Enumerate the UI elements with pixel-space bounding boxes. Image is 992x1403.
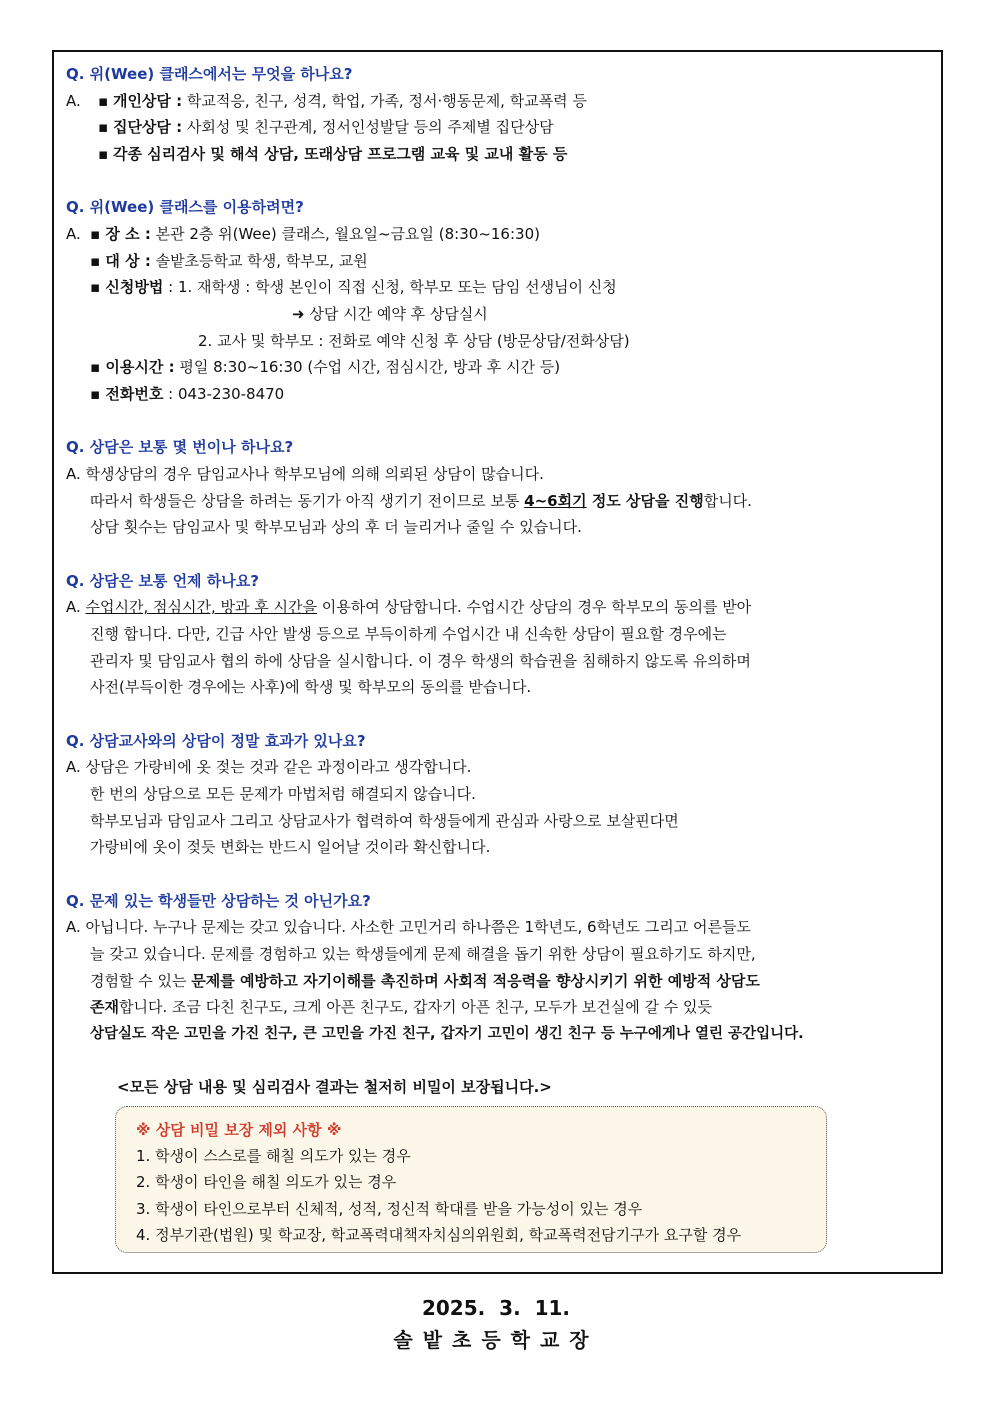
target-text: 솔밭초등학교 학생, 학부모, 교원 bbox=[150, 252, 368, 270]
answer-6-line-4 bbox=[90, 997, 712, 1017]
answer-5-line-4: 가랑비에 옷이 젖듯 변화는 반드시 일어날 것이라 확신합니다. bbox=[90, 838, 491, 856]
answer-prefix: A. bbox=[66, 92, 81, 110]
question-1: Q. 위(Wee) 클래스에서는 무엇을 하나요? bbox=[66, 65, 353, 83]
answer-6-line-3 bbox=[90, 971, 760, 991]
text: A. bbox=[66, 598, 86, 616]
method-text-2: 2. 교사 및 학부모 : 전화로 예약 신청 후 상담 (방문상담/전화상담) bbox=[198, 332, 630, 350]
item-label: 집단상담 : bbox=[112, 118, 183, 136]
bullet-icon: ▪ bbox=[98, 145, 109, 163]
phone-text: : 043-230-8470 bbox=[163, 385, 285, 403]
issue-date: 2025. 3. 11. bbox=[421, 1296, 571, 1320]
underlined-text: 수업시간, 점심시간, 방과 후 시간을 bbox=[85, 598, 318, 616]
method-row bbox=[90, 277, 617, 297]
exception-item: 4. 정부기관(법원) 및 학교장, 학교폭력대책자치심의위원회, 학교폭력전담기구가 요구할 경우 bbox=[136, 1226, 742, 1244]
target-label: ▪ 대 상 : bbox=[90, 252, 151, 270]
box-title: ※ 상담 비밀 보장 제외 사항 ※ bbox=[136, 1121, 342, 1139]
bullet-icon: ▪ bbox=[98, 92, 109, 110]
answer-5-line-2: 한 번의 상담으로 모든 문제가 마법처럼 해결되지 않습니다. bbox=[90, 785, 476, 803]
method-label: ▪ 신청방법 bbox=[90, 278, 164, 296]
target-row bbox=[90, 251, 368, 271]
answer-6-line-1: A. 아닙니다. 누구나 문제는 갖고 있습니다. 사소한 고민거리 하나쯤은 1학년도, 6학년도 그리고 어른들도 bbox=[66, 918, 751, 936]
text: 경험할 수 있는 bbox=[90, 972, 192, 990]
text: 합니다. bbox=[703, 492, 752, 510]
item-text: 사회성 및 친구관계, 정서인성발달 등의 주제별 집단상담 bbox=[182, 118, 554, 136]
item-label: 각종 심리검사 및 해석 상담, 또래상담 프로그램 교육 및 교내 활동 등 bbox=[112, 145, 568, 163]
bullet-icon: ▪ bbox=[98, 118, 109, 136]
answer-1-item-2 bbox=[98, 117, 554, 137]
item-text: 학교적응, 친구, 성격, 학업, 가족, 정서·행동문제, 학교폭력 등 bbox=[182, 92, 587, 110]
text: 합니다. 조금 다친 친구도, 크게 아픈 친구도, 갑자기 아픈 친구, 모두가 보건실에 갈 수 있듯 bbox=[118, 998, 712, 1016]
text: 따라서 학생들은 상담을 하려는 동기가 아직 생기기 전이므로 보통 bbox=[90, 492, 525, 510]
question-2: Q. 위(Wee) 클래스를 이용하려면? bbox=[66, 198, 304, 216]
method-arrow-text: ➜ 상담 시간 예약 후 상담실시 bbox=[292, 305, 488, 323]
question-5: Q. 상담교사와의 상담이 정말 효과가 있나요? bbox=[66, 732, 366, 750]
emphasis: 정도 상담을 진행 bbox=[586, 492, 704, 510]
place-row bbox=[90, 224, 540, 244]
method-text: : 1. 재학생 : 학생 본인이 직접 신청, 학부모 또는 담임 선생님이 신청 bbox=[163, 278, 617, 296]
school-principal-signature: 솔밭초등학교장 bbox=[393, 1328, 599, 1352]
exception-item: 2. 학생이 타인을 해칠 의도가 있는 경우 bbox=[136, 1173, 397, 1191]
answer-6-line-2: 늘 갖고 있습니다. 문제를 경험하고 있는 학생들에게 문제 해결을 돕기 위한 상담이 필요하기도 하지만, bbox=[90, 945, 756, 963]
answer-prefix: A. bbox=[66, 225, 81, 243]
question-3: Q. 상담은 보통 몇 번이나 하나요? bbox=[66, 438, 294, 456]
exception-item: 1. 학생이 스스로를 해칠 의도가 있는 경우 bbox=[136, 1147, 411, 1165]
answer-3-line-1: A. 학생상담의 경우 담임교사나 학부모님에 의해 의뢰된 상담이 많습니다. bbox=[66, 465, 544, 483]
emphasis: 존재 bbox=[90, 998, 119, 1016]
question-6: Q. 문제 있는 학생들만 상담하는 것 아닌가요? bbox=[66, 892, 371, 910]
time-row bbox=[90, 357, 560, 377]
time-text: 평일 8:30~16:30 (수업 시간, 점심시간, 방과 후 시간 등) bbox=[174, 358, 561, 376]
answer-4-line-2: 진행 합니다. 다만, 긴급 사안 발생 등으로 부득이하게 수업시간 내 신속한 상담이 필요할 경우에는 bbox=[90, 625, 727, 643]
answer-6-line-5: 상담실도 작은 고민을 가진 친구, 큰 고민을 가진 친구, 갑자기 고민이 생긴 친구 등 누구에게나 열린 공간입니다. bbox=[90, 1026, 804, 1042]
answer-1-item-3 bbox=[98, 144, 567, 164]
item-label: 개인상담 : bbox=[112, 92, 183, 110]
answer-1-item-1 bbox=[98, 91, 587, 111]
answer-3-line-2 bbox=[90, 491, 752, 511]
emphasis: 문제를 예방하고 자기이해를 촉진하며 사회적 적응력을 향상시키기 위한 예방적 상담도 bbox=[191, 972, 760, 990]
answer-4-line-1 bbox=[66, 597, 751, 617]
answer-3-line-3: 상담 횟수는 담임교사 및 학부모님과 상의 후 더 늘리거나 줄일 수 있습니다. bbox=[90, 518, 582, 536]
answer-5-line-1: A. 상담은 가랑비에 옷 젖는 것과 같은 과정이라고 생각합니다. bbox=[66, 758, 472, 776]
question-4: Q. 상담은 보통 언제 하나요? bbox=[66, 572, 259, 590]
phone-label: ▪ 전화번호 bbox=[90, 385, 164, 403]
answer-4-line-3: 관리자 및 담임교사 협의 하에 상담을 실시합니다. 이 경우 학생의 학습권을 침해하지 않도록 유의하며 bbox=[90, 652, 751, 670]
phone-row bbox=[90, 384, 284, 404]
place-label: ▪ 장 소 : bbox=[90, 225, 151, 243]
text: 이용하여 상담합니다. 수업시간 상담의 경우 학부모의 동의를 받아 bbox=[317, 598, 752, 616]
place-text: 본관 2층 위(Wee) 클래스, 월요일~금요일 (8:30~16:30) bbox=[150, 225, 540, 243]
exception-item: 3. 학생이 타인으로부터 신체적, 성적, 정신적 학대를 받을 가능성이 있는 경우 bbox=[136, 1200, 643, 1218]
confidential-exceptions-box bbox=[115, 1106, 827, 1253]
confidential-heading: <모든 상담 내용 및 심리검사 결과는 철저히 비밀이 보장됩니다.> bbox=[117, 1078, 552, 1096]
answer-5-line-3: 학부모님과 담임교사 그리고 상담교사가 협력하여 학생들에게 관심과 사랑으로 보살핀다면 bbox=[90, 812, 679, 830]
time-label: ▪ 이용시간 : bbox=[90, 358, 175, 376]
answer-4-line-4: 사전(부득이한 경우에는 사후)에 학생 및 학부모의 동의를 받습니다. bbox=[90, 678, 532, 696]
session-count: 4~6회기 bbox=[524, 492, 587, 510]
